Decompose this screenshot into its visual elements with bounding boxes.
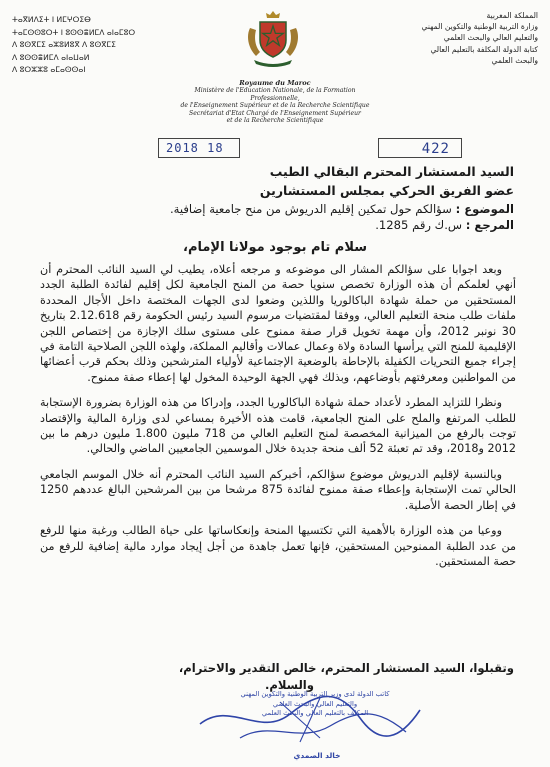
reference-number: 422 bbox=[421, 141, 450, 157]
registration-line bbox=[108, 138, 508, 160]
header-french bbox=[180, 80, 370, 124]
header-arabic-line: وزارة التربية الوطنية والتكوين المهني bbox=[421, 22, 538, 32]
header-french-line: Ministère de l'Education Nationale, de la Formation Professionnelle, bbox=[194, 87, 356, 102]
subject-label: الموضوع : bbox=[455, 202, 514, 216]
body-paragraph: وبالنسبة لإقليم الدريوش موضوع سؤالكم، أخبركم السيد النائب المحترم أنه خلال الموسم الجامعي الحالي تمت الإستجابة وإعطاء صفة ممنوح لفائدة 875 مرشحا من بين المرشحين البالغ عددهم 1250 في إطار الحصة الأصلية. bbox=[40, 467, 516, 512]
body-paragraph: ووعيا من هذه الوزارة بالأهمية التي تكتسيها المنحة وإنعكاساتها على حياة الطالب ورغبة منها للرفع من عدد الطلبة الممنوحين المستحقين، فإنها تعمل جاهدة من أجل إيجاد موارد مالية إضافية للرفع من حصة المستحقين. bbox=[40, 524, 516, 568]
handwritten-signature bbox=[170, 680, 440, 760]
stamp-line: المكلف بالتعليم العالي والبحث العلمي bbox=[261, 709, 369, 717]
stamp-line: كاتب الدولة لدى وزير التربية الوطنية والتكوين المهني bbox=[240, 690, 390, 698]
header-arabic bbox=[388, 10, 538, 66]
header-french-line: et de la Recherche Scientifique bbox=[226, 117, 324, 125]
letter-body bbox=[40, 262, 516, 579]
addressee-title: عضو الفريق الحركي بمجلس المستشارين bbox=[259, 183, 514, 198]
header-tifinagh-line: ⴷ ⵓⵔⵣⵣⵓ ⴰⵎⴰⵙⵙⴰⵏ bbox=[12, 65, 86, 74]
date-stamp: 2018 18 bbox=[166, 141, 224, 155]
reference-text: س.ك رقم 1285. bbox=[375, 218, 463, 232]
salutation: سلام تام بوجود مولانا الإمام، bbox=[183, 240, 367, 255]
header-tifinagh-line: ⵜⴰⵎⵙⵙⵓⵔⵜ ⵏ ⵓⵙⵙⴻⵍⵎⴷ ⴰⵏⴰⵎⵓⵔ bbox=[12, 27, 136, 37]
reference-label: المرجع : bbox=[465, 218, 514, 232]
header-french-royaume: Royaume du Maroc bbox=[239, 79, 311, 87]
subject-block bbox=[54, 201, 514, 233]
stamp-line: والتعليم العالي والبحث العلمي bbox=[272, 699, 358, 708]
header-arabic-line: المملكة المغربية bbox=[486, 11, 538, 20]
header-tifinagh bbox=[12, 14, 162, 77]
header-tifinagh-line: ⵜⴰⴳⵍⴷⵉⵜ ⵏ ⵍⵎⵖⵔⵉⴱ bbox=[12, 15, 91, 24]
header-french-line: Secrétariat d'Etat Chargé de l'Enseignement Supérieur bbox=[189, 109, 361, 117]
subject-line bbox=[54, 201, 514, 217]
reference-line bbox=[54, 217, 514, 233]
coat-of-arms-emblem bbox=[242, 8, 304, 70]
header-french-line: de l'Enseignement Supérieur et de la Recherche Scientifique bbox=[180, 102, 370, 110]
addressee-name: السيد المستشار المحترم البقالي الطيب bbox=[269, 164, 514, 179]
body-paragraph: ونظرا للتزايد المطرد لأعداد حملة شهادة الباكالوريا الجدد، وإدراكا من هذه الوزارة بضرورة الإستجابة للطلب المرتفع والملح على المنح الجامعية، قامت هذه الأخيرة بمساعي لدى وزارة المالية والإقتصاد توجت بالرفع من الميزانية المخصصة لمنح التعليم العالي من 718 مليون 1.800 مليون درهم ما بين 2012 و2018، وقد تم تعبئة 52 ألف منحة جديدة خلال الموسمين الجامعيين الماضي والحالي. bbox=[40, 396, 516, 456]
header-tifinagh-line: ⴷ ⵓⵙⴳⵎⵉ ⴰⵣⵓⵍⵓⴳ ⴷ ⵓⵙⴳⵎⵉ bbox=[12, 40, 116, 49]
header-arabic-line: كتابة الدولة المكلفة بالتعليم العالي bbox=[430, 44, 538, 54]
addressee bbox=[154, 162, 514, 200]
header-arabic-line: والتعليم العالي والبحث العلمي bbox=[443, 33, 538, 43]
header-tifinagh-line: ⴷ ⵓⵙⵙⴻⵍⵎⴷ ⴰⵏⴰⵡⴰⵍ bbox=[12, 52, 90, 62]
header-arabic-line: والبحث العلمي bbox=[491, 55, 538, 65]
signatory-name: خالد الصمدي bbox=[293, 751, 341, 760]
body-paragraph: وبعد اجوابا على سؤالكم المشار الى موضوعه و مرجعه أعلاه، يطيب لي السيد النائب المحترم أن أنهي لعلمكم أن هذه الوزارة تخصص سنويا حصة من المنح الجامعية لكل إقليم لفائدة الطلبة الجدد المستحقين من حملة شهادة الباكالوريا واللذين وضعوا لدى الجهات المختصة داخل الأجال المحددة ملفات طلب منحة التعليم العالي، ووفقا لمقتضيات مرسوم السيد رئيس الحكومة رقم 2.12.618 بتاريخ 30 نونبر 2012، وأن مهمة تخويل قرار صفة ممنوح على مستوى سلك الإجازة من إختصاص اللجن الإقليمية للمنح التي يرأسها السادة ولاة وعمال عمالات وأقاليم المملكة، ولهذه اللجن الصلاحية التامة في إجراء جميع التحريات الكفيلة بالإحاطة بالوضعية الإجتماعية لأولياء المترشحين وذلك بحكم قرب أعضائها من المواطنين ومعرفتهم بأوضاعهم، وبذلك فهي الجهة الوحيدة المخول لها إعطاء صفة ممنوح. bbox=[40, 263, 516, 384]
closing-line: وتقبلوا، السيد المستشار المحترم، خالص التقدير والاحترام، bbox=[178, 661, 514, 675]
subject-text: سؤالكم حول تمكين إقليم الدريوش من منح جامعية إضافية. bbox=[169, 202, 452, 216]
closing-salam: والسلام. bbox=[264, 678, 314, 692]
